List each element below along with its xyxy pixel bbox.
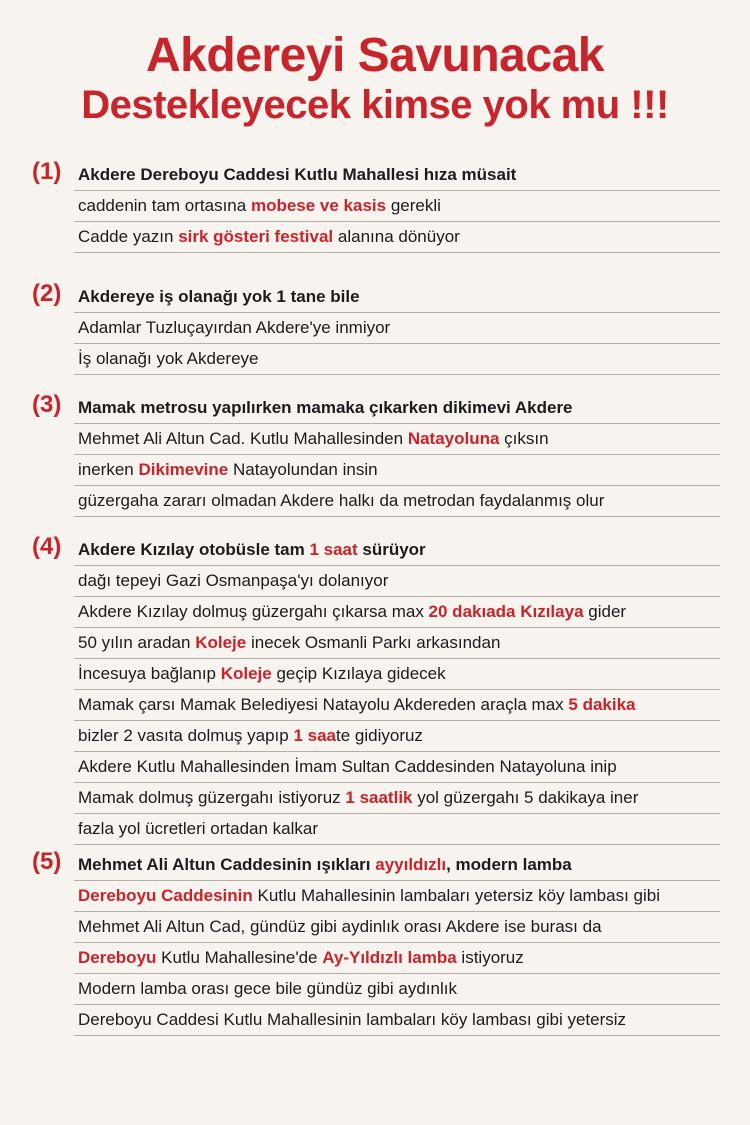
section-number: (5) bbox=[32, 848, 62, 875]
text-line bbox=[74, 393, 720, 424]
line-text: Akdere Dereboyu Caddesi Kutlu Mahallesi hıza müsait bbox=[78, 165, 517, 184]
highlight-text: 1 saatlik bbox=[345, 788, 413, 807]
section-lines bbox=[30, 535, 720, 845]
text-line bbox=[74, 659, 720, 690]
highlight-text: 1 saat bbox=[309, 540, 358, 559]
section-5 bbox=[30, 850, 720, 1036]
text-line bbox=[74, 424, 720, 455]
text-line bbox=[74, 313, 720, 344]
title-line-1: Akdereyi Savunacak bbox=[146, 29, 604, 82]
section-number: (2) bbox=[32, 280, 62, 307]
text-line bbox=[74, 690, 720, 721]
highlight-text: ayyıldızlı bbox=[375, 855, 447, 874]
section-lines bbox=[30, 282, 720, 375]
highlight-text: sirk gösteri festival bbox=[178, 227, 334, 246]
text-line bbox=[74, 628, 720, 659]
line-text: Kutlu Mahallesine'de bbox=[156, 948, 323, 967]
section-2 bbox=[30, 282, 720, 375]
line-text: Natayolundan insin bbox=[228, 460, 378, 479]
text-line bbox=[74, 721, 720, 752]
text-line bbox=[74, 191, 720, 222]
line-text: Akdere Kutlu Mahallesinden İmam Sultan Caddesinden Natayoluna inip bbox=[78, 757, 617, 776]
text-line bbox=[74, 160, 720, 191]
line-text: Modern lamba orası gece bile gündüz gibi aydınlık bbox=[78, 979, 457, 998]
highlight-text: 5 dakika bbox=[568, 695, 636, 714]
line-text: Akdereye iş olanağı yok 1 tane bile bbox=[78, 287, 360, 306]
line-text: yol güzergahı 5 dakikaya iner bbox=[412, 788, 639, 807]
highlight-text: Dereboyu Caddesinin bbox=[78, 886, 253, 905]
line-text: dağı tepeyi Gazi Osmanpaşa'yı dolanıyor bbox=[78, 571, 389, 590]
highlight-text: Koleje bbox=[220, 664, 272, 683]
line-text: İncesuya bağlanıp bbox=[78, 664, 221, 683]
text-line bbox=[74, 814, 720, 845]
line-text: istiyoruz bbox=[456, 948, 524, 967]
line-text: Adamlar Tuzluçayırdan Akdere'ye inmiyor bbox=[78, 318, 391, 337]
line-text: geçip Kızılaya gidecek bbox=[271, 664, 446, 683]
line-text: Cadde yazın bbox=[78, 227, 179, 246]
section-number: (3) bbox=[32, 391, 62, 418]
text-line bbox=[74, 282, 720, 313]
section-1 bbox=[30, 160, 720, 253]
line-text: alanına dönüyor bbox=[333, 227, 460, 246]
line-text: Akdere Kızılay dolmuş güzergahı çıkarsa max bbox=[78, 602, 429, 621]
section-3 bbox=[30, 393, 720, 517]
text-line bbox=[74, 783, 720, 814]
text-line bbox=[74, 974, 720, 1005]
text-line bbox=[74, 344, 720, 375]
text-line bbox=[74, 943, 720, 974]
text-line bbox=[74, 486, 720, 517]
highlight-text: 20 dakıada Kızılaya bbox=[428, 602, 584, 621]
highlight-text: Ay-Yıldızlı lamba bbox=[322, 948, 457, 967]
line-text: 50 yılın aradan bbox=[78, 633, 196, 652]
section-number: (1) bbox=[32, 158, 62, 185]
line-text: inerken bbox=[78, 460, 139, 479]
text-line bbox=[74, 1005, 720, 1036]
text-line bbox=[74, 455, 720, 486]
line-text: güzergaha zararı olmadan Akdere halkı da metrodan faydalanmış olur bbox=[78, 491, 605, 510]
line-text: inecek Osmanli Parkı arkasından bbox=[246, 633, 501, 652]
line-text: çıksın bbox=[499, 429, 549, 448]
line-text: Dereboyu Caddesi Kutlu Mahallesinin lambaları köy lambası gibi yetersiz bbox=[78, 1010, 627, 1029]
text-line bbox=[74, 881, 720, 912]
text-line bbox=[74, 566, 720, 597]
text-line bbox=[74, 535, 720, 566]
text-line bbox=[74, 752, 720, 783]
line-text: Mamak çarsı Mamak Belediyesi Natayolu Akdereden araçla max bbox=[78, 695, 569, 714]
section-number: (4) bbox=[32, 533, 62, 560]
highlight-text: Koleje bbox=[195, 633, 247, 652]
highlight-text: mobese ve kasis bbox=[250, 196, 387, 215]
line-text: , modern lamba bbox=[446, 855, 572, 874]
line-text: Mamak metrosu yapılırken mamaka çıkarken dikimevi Akdere bbox=[78, 398, 573, 417]
line-text: gerekli bbox=[386, 196, 441, 215]
section-lines bbox=[30, 850, 720, 1036]
line-text: Mehmet Ali Altun Cad. Kutlu Mahallesinden bbox=[78, 429, 408, 448]
line-text: Mehmet Ali Altun Caddesinin ışıkları bbox=[78, 855, 376, 874]
poster-title bbox=[0, 0, 750, 128]
text-line bbox=[74, 597, 720, 628]
line-text: Mamak dolmuş güzergahı istiyoruz bbox=[78, 788, 346, 807]
text-line bbox=[74, 912, 720, 943]
highlight-text: Dereboyu bbox=[78, 948, 157, 967]
text-line bbox=[74, 222, 720, 253]
text-line bbox=[74, 850, 720, 881]
section-4 bbox=[30, 535, 720, 845]
line-text: caddenin tam ortasına bbox=[78, 196, 251, 215]
line-text: bizler 2 vasıta dolmuş yapıp bbox=[78, 726, 294, 745]
line-text: te gidiyoruz bbox=[336, 726, 423, 745]
line-text: sürüyor bbox=[357, 540, 426, 559]
title-line-2: Destekleyecek kimse yok mu !!! bbox=[81, 83, 669, 127]
highlight-text: Dikimevine bbox=[138, 460, 229, 479]
section-lines bbox=[30, 160, 720, 253]
line-text: gider bbox=[583, 602, 627, 621]
line-text: Mehmet Ali Altun Cad, gündüz gibi aydinlık orası Akdere ise burası da bbox=[78, 917, 602, 936]
section-lines bbox=[30, 393, 720, 517]
line-text: İş olanağı yok Akdereye bbox=[78, 349, 259, 368]
highlight-text: 1 saa bbox=[293, 726, 336, 745]
highlight-text: Natayoluna bbox=[407, 429, 500, 448]
line-text: fazla yol ücretleri ortadan kalkar bbox=[78, 819, 319, 838]
line-text: Kutlu Mahallesinin lambaları yetersiz köy lambası gibi bbox=[252, 886, 661, 905]
line-text: Akdere Kızılay otobüsle tam bbox=[78, 540, 310, 559]
